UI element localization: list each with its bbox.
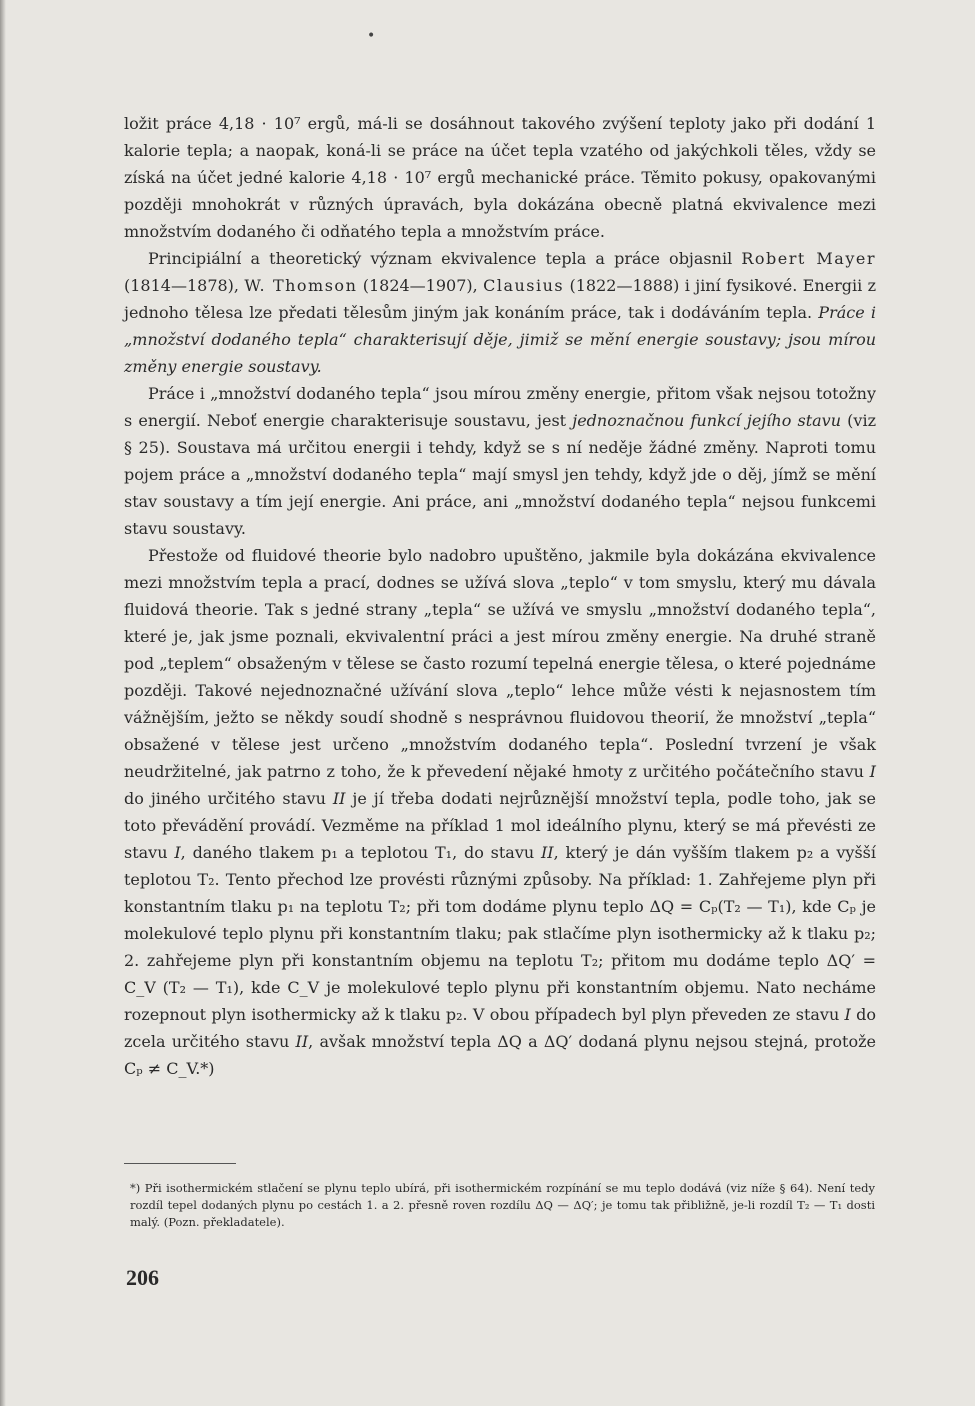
text-segment: Práce i „množství dodaného tepla“ jsou mírou změny energie, přitom však nejsou totožny s energií. Neboť energie charakterisuje soustavu, jest [124, 384, 876, 430]
page-number: 206 [126, 1265, 159, 1290]
text-segment: Práce i „množství dodaného tepla“ charakterisují děje, jimiž se mění energie soustavy; jsou mírou změny energie soustavy. [124, 303, 876, 376]
footnote-rule [124, 1163, 236, 1164]
ink-mark: • [367, 28, 376, 44]
text-segment: Robert Mayer [741, 249, 877, 268]
paragraph-1 [124, 110, 876, 245]
text-segment: I [869, 762, 876, 781]
text-segment: jednoznačnou funkcí jejího stavu [572, 411, 842, 430]
paragraph-2 [124, 245, 876, 380]
text-segment: (1824—1907), [357, 276, 484, 295]
paragraph-3 [124, 380, 876, 542]
text-segment: , který je dán vyšším tlakem p₂ a vyšší teplotou T₂. Tento přechod lze provésti různými způsoby. Na příklad: 1. Zahřejeme plyn při konstantním tlaku p₁ na teplotu T₂; při tom dodáme plynu teplo ΔQ = Cₚ(T₂ — T₁), kde Cₚ je molekulové teplo plynu při konstantním tlaku; pak stlačíme plyn isothermicky až k tlaku p₂; 2. zahřejeme plyn při konstantním objemu na teplotu T₂; přitom mu dodáme teplo ΔQ′ = C_V (T₂ — T₁), kde C_V je molekulové teplo plynu při konstantním objemu. Nato necháme rozepnout plyn isothermicky až k tlaku p₂. V obou případech byl plyn převeden ze stavu [124, 843, 877, 1024]
text-segment: Principiální a theoretický význam ekvivalence tepla a práce objasnil [148, 249, 742, 268]
paragraph-4 [124, 542, 876, 1082]
text-segment: II [540, 843, 554, 862]
text-segment: do zcela určitého stavu [124, 1005, 876, 1051]
main-text [124, 110, 876, 1082]
text-segment: Clausius [483, 276, 565, 295]
footnote: *) Při isothermickém stlačení se plynu teplo ubírá, při isothermickém rozpínání se mu teplo dodává (viz níže § 64). Není tedy rozdíl tepel dodaných plynu po cestách 1. a 2. přesně roven rozdílu ΔQ — ΔQ′; je tomu tak přibližně, je-li rozdíl T₂ — T₁ dosti malý. (Pozn. překladatele). [130, 1181, 875, 1229]
text-segment: ložit práce 4,18 · 10⁷ ergů, má-li se dosáhnout takového zvýšení teploty jako při dodání 1 kalorie tepla; a naopak, koná-li se práce na účet tepla vzatého od jakýchkoli těles, vždy se získá na účet jedné kalorie 4,18 · 10⁷ ergů mechanické práce. Těmito pokusy, opakovanými později mnohokrát v různých úpravách, byla dokázána obecně platná ekvivalence mezi množstvím dodaného či odňatého tepla a množstvím práce. [124, 114, 876, 241]
text-segment: (1822—1888) i jiní fysikové. Energii z jednoho tělesa lze předati tělesům jiným jak konáním práce, tak i dodáváním tepla. [124, 276, 876, 322]
text-segment: (1814—1878), [124, 276, 245, 295]
text-segment: II [295, 1032, 309, 1051]
text-segment: Přestože od fluidové theorie bylo nadobro upuštěno, jakmile byla dokázána ekvivalence mezi množstvím tepla a prací, dodnes se užívá slova „teplo“ v tom smyslu, který mu dávala fluidová theorie. Tak s jedné strany „tepla“ se užívá ve smyslu „množství dodaného tepla“, které je, jak jsme poznali, ekvivalentní práci a jest mírou změny energie. Na druhé straně pod „teplem“ obsaženým v tělese se často rozumí tepelná energie tělesa, o které pojednáme později. Takové nejednoznačné užívání slova „teplo“ lehce může vésti k nejasnostem tím vážnějším, ježto se někdy soudí shodně s nesprávnou fluidovou theorií, že množství „tepla“ obsažené v tělese jest určeno „množstvím dodaného tepla“. Poslední tvrzení je však neudržitelné, jak patrno z toho, že k převedení nějaké hmoty z určitého počátečního stavu [124, 546, 876, 781]
text-segment: W. Thomson [244, 276, 358, 295]
text-segment: I [844, 1005, 851, 1024]
text-segment: do jiného určitého stavu [124, 789, 333, 808]
text-segment: je jí třeba dodati nejrůznější množství tepla, podle toho, jak se toto převádění provádí. Vezměme na příklad 1 mol ideálního plynu, který se má převésti ze stavu [124, 789, 876, 862]
text-segment: , avšak množství tepla ΔQ a ΔQ′ dodaná plynu nejsou stejná, protože Cₚ ≠ C_V.*) [124, 1032, 876, 1078]
text-segment: (viz § 25). Soustava má určitou energii i tehdy, když se s ní neděje žádné změny. Naproti tomu pojem práce a „množství dodaného tepla“ mají smysl jen tehdy, když jde o děj, jímž se mění stav soustavy a tím její energie. Ani práce, ani „množství dodaného tepla“ nejsou funkcemi stavu soustavy. [124, 411, 876, 538]
page-spine-shadow [0, 0, 6, 1406]
text-segment: I [174, 843, 181, 862]
text-segment: , daného tlakem p₁ a teplotou T₁, do stavu [180, 843, 541, 862]
text-segment: II [332, 789, 346, 808]
